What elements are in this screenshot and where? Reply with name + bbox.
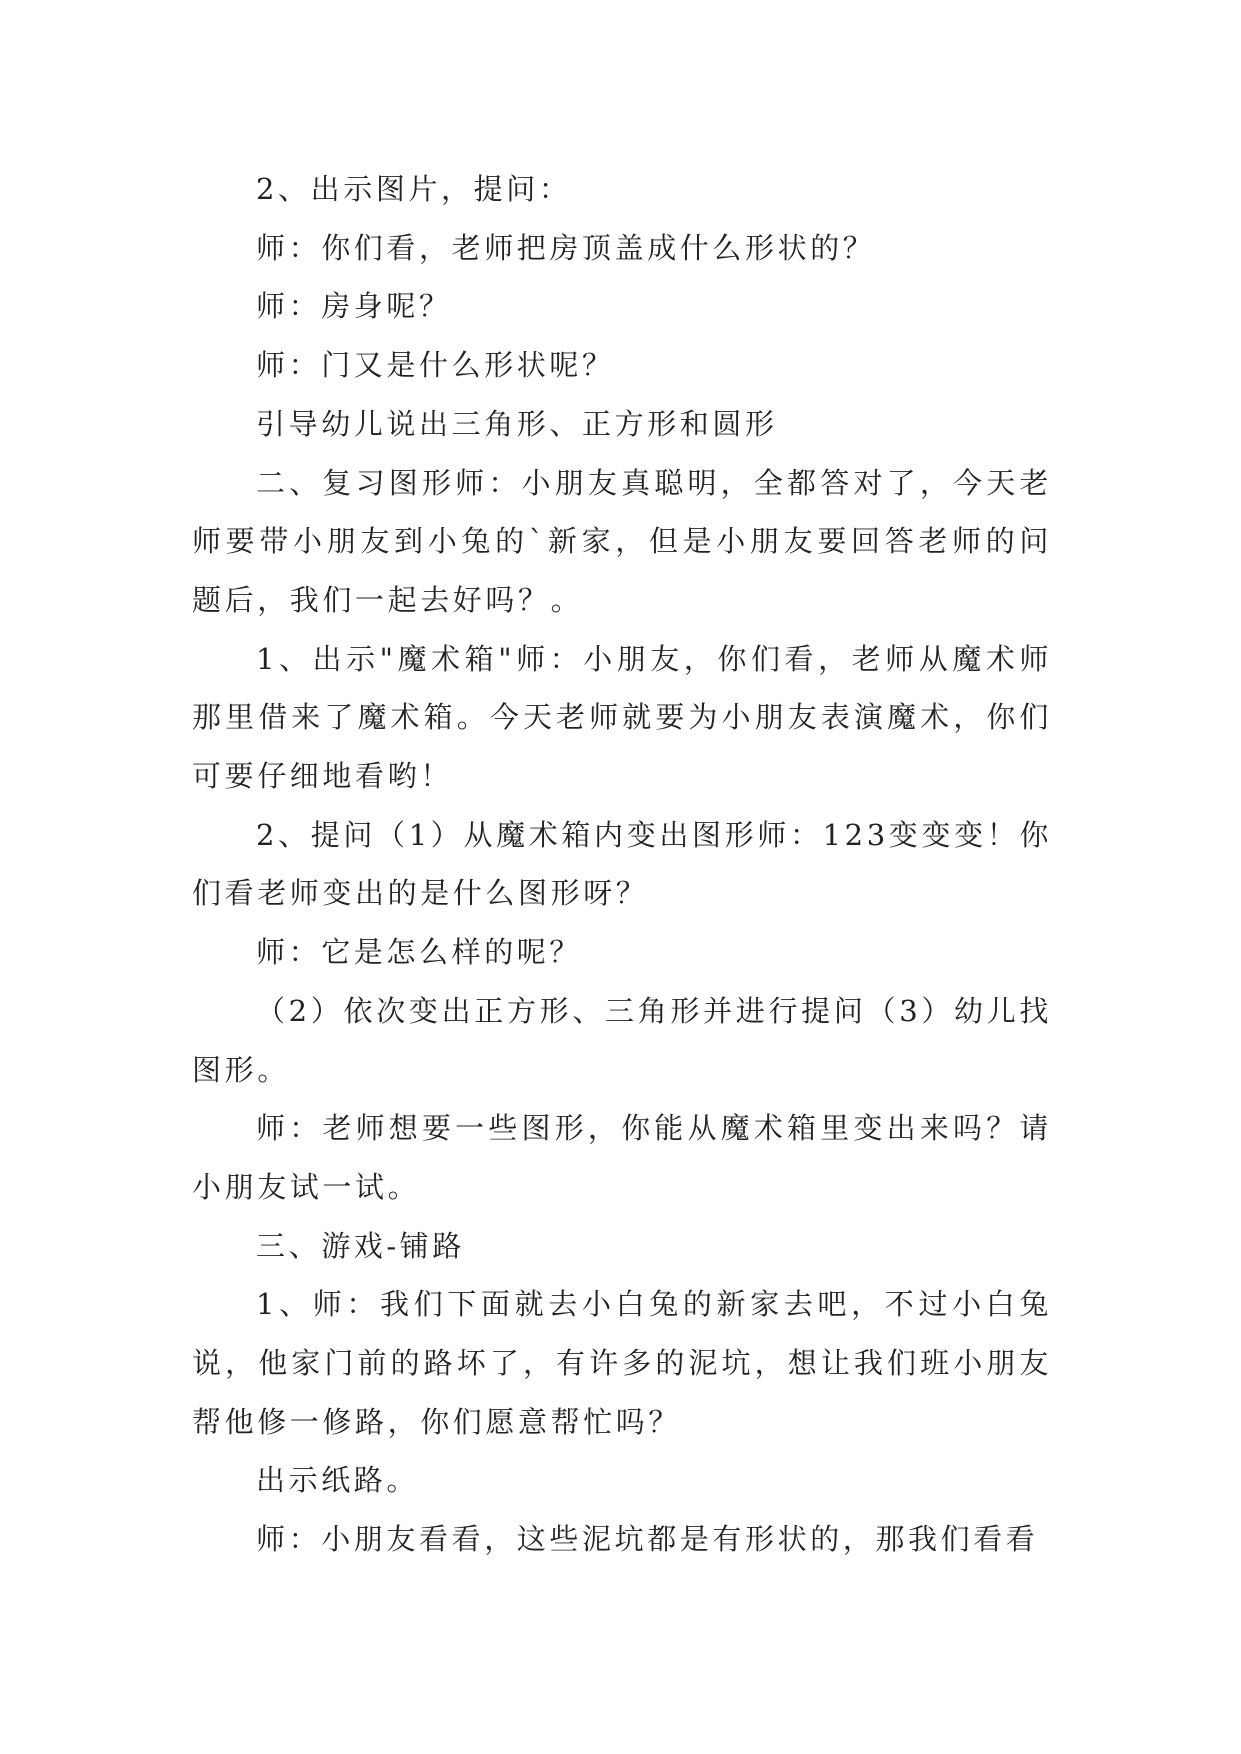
paragraph-magic-box: 1、出示"魔术箱"师：小朋友，你们看，老师从魔术师那里借来了魔术箱。今天老师就要为小朋友表演魔术，你们可要仔细地看哟！ [192, 641, 1052, 794]
paragraph-teacher-door: 师：门又是什么形状呢？ [256, 348, 615, 383]
paragraph-rabbit-road: 1、师：我们下面就去小白兔的新家去吧，不过小白兔说，他家门前的路坏了，有许多的泥坑，想让我们班小朋友帮他修一修路，你们愿意帮忙吗？ [192, 1287, 1052, 1439]
paragraph-section-2-review: 二、复习图形师：小朋友真聪明，全都答对了，今天老师要带小朋友到小兔的`新家，但是小朋友要回答老师的问题后，我们一起去好吗？。 [192, 465, 1052, 617]
paragraph-guide-shapes: 引导幼儿说出三角形、正方形和圆形 [256, 406, 778, 441]
paragraph-question-2-3: （2）依次变出正方形、三角形并进行提问（3）幼儿找图形。 [192, 993, 1052, 1087]
paragraph-teacher-want-shapes: 师：老师想要一些图形，你能从魔术箱里变出来吗？请小朋友试一试。 [192, 1111, 1052, 1204]
paragraph-teacher-roof: 师：你们看，老师把房顶盖成什么形状的？ [256, 230, 876, 265]
paragraph-teacher-mud-pits: 师：小朋友看看，这些泥坑都是有形状的，那我们看看 [256, 1522, 1039, 1557]
document-body [192, 160, 1052, 1569]
paragraph-section-3-game: 三、游戏-铺路 [256, 1228, 465, 1263]
paragraph-teacher-how: 师：它是怎么样的呢？ [256, 935, 583, 970]
paragraph-show-paper-road: 出示纸路。 [256, 1463, 420, 1498]
paragraph-teacher-house-body: 师：房身呢？ [256, 289, 452, 324]
paragraph-question-1: 2、提问（1）从魔术箱内变出图形师：123变变变！你们看老师变出的是什么图形呀？ [192, 817, 1052, 911]
paragraph-step-2-show-picture: 2、出示图片，提问： [256, 172, 572, 206]
